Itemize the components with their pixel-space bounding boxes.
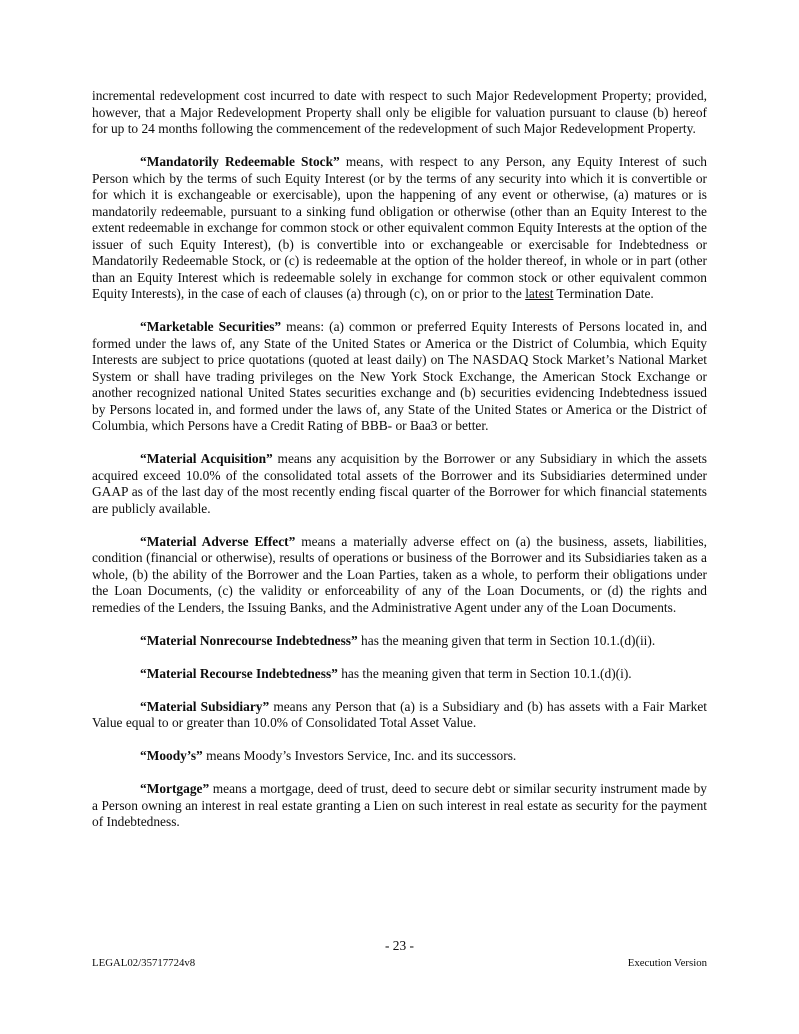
defined-term: “Material Recourse Indebtedness” [140, 665, 338, 681]
text-run: means a mortgage, deed of trust, deed to secure debt or similar security instrument made by a Person owning an interest in real estate granting a Lien on such interest in real estate as security for the payment of Indebtedness. [92, 781, 707, 829]
defined-term: “Mortgage” [140, 781, 210, 796]
text-run: has the meaning given that term in Section 10.1.(d)(i). [337, 665, 632, 681]
defined-term: “Material Subsidiary” [140, 698, 270, 714]
definition-material-recourse-indebtedness [92, 666, 707, 683]
definition-material-nonrecourse-indebtedness [92, 633, 707, 650]
text-run: has the meaning given that term in Section 10.1.(d)(ii). [357, 632, 656, 648]
text-run: means any acquisition by the Borrower or any Subsidiary in which the assets acquired exceed 10.0% of the consolidated total assets of the Borrower and its Subsidiaries determined under GAAP as of the last day of the most recently ending fiscal quarter of the Borrower for which financial statements are publicly available. [92, 451, 707, 516]
underlined-text: latest [525, 286, 554, 301]
text-run: means Moody’s Investors Service, Inc. and its successors. [202, 748, 517, 763]
footer-version-label: Execution Version [627, 957, 707, 969]
text-run: incremental redevelopment cost incurred to date with respect to such Major Redevelopment Property; provided, however, that a Major Redevelopment Property shall only be eligible for valuation pursuant to clause (b) hereof for up to 24 months following the commencement of the redevelopment of such Major Redevelopment Property. [92, 88, 707, 136]
definition-moodys [92, 748, 707, 765]
defined-term: “Material Adverse Effect” [140, 533, 296, 549]
text-run: means, with respect to any Person, any Equity Interest of such Person which by the terms of such Equity Interest (or by the terms of any security into which it is convertible or for which it is exchangeable or exercisable), upon the happening of any event or otherwise, (a) matures or is mandatorily redeemable, pursuant to a sinking fund obligation or otherwise (other than an Equity Interest to the extent redeemable in exchange for common stock or other equivalent common Equity Interests at the option of the issuer of such Equity Interest), (b) is convertible into or exchangeable or exercisable for Indebtedness or Mandatorily Redeemable Stock, or (c) is redeemable at the option of the holder thereof, in whole or in part (other than an Equity Interest which is redeemable solely in exchange for common stock or other equivalent common Equity Interests), in the case of each of clauses (a) through (c), on or prior to the [92, 154, 707, 301]
definition-material-subsidiary [92, 699, 707, 732]
text-run: means: (a) common or preferred Equity Interests of Persons located in, and formed under the laws of, any State of the United States or America or the District of Columbia, which Equity Interests are subject to price quotations (quoted at least daily) on The NASDAQ Stock Market’s National Market System or shall have trading privileges on the New York Stock Exchange, the American Stock Exchange or another recognized national United States securities exchange and (b) securities evidencing Indebtedness issued by Persons located in, and formed under the laws of, any State of the United States or America or the District of Columbia, which Persons have a Credit Rating of BBB- or Baa3 or better. [92, 319, 707, 433]
definition-mortgage [92, 781, 707, 831]
definition-marketable-securities [92, 319, 707, 435]
paragraph-major-redevelopment-continuation [92, 88, 707, 138]
text-run: means any Person that (a) is a Subsidiary and (b) has assets with a Fair Market Value equal to or greater than 10.0% of Consolidated Total Asset Value. [92, 698, 707, 730]
defined-term: “Material Acquisition” [140, 451, 273, 466]
defined-term: “Material Nonrecourse Indebtedness” [140, 632, 358, 648]
text-run: Termination Date. [553, 286, 654, 301]
text-run: means a materially adverse effect on (a) the business, assets, liabilities, condition (financial or otherwise), results of operations or business of the Borrower and its Subsidiaries taken as a whole, (b) the ability of the Borrower and the Loan Parties, taken as a whole, to perform their obligations under the Loan Documents, (c) the validity or enforceability of any of the Loan Documents, or (d) the rights and remedies of the Lenders, the Issuing Banks, and the Administrative Agent under any of the Loan Documents. [92, 533, 707, 615]
defined-term: “Moody’s” [140, 748, 203, 763]
definition-material-acquisition [92, 451, 707, 517]
page-number: - 23 - [384, 938, 414, 953]
definition-mandatorily-redeemable-stock [92, 154, 707, 303]
defined-term: “Marketable Securities” [140, 319, 282, 334]
document-body [92, 88, 707, 831]
defined-term: “Mandatorily Redeemable Stock” [140, 154, 340, 169]
footer-doc-id: LEGAL02/35717724v8 [92, 957, 196, 969]
definition-material-adverse-effect [92, 534, 707, 617]
